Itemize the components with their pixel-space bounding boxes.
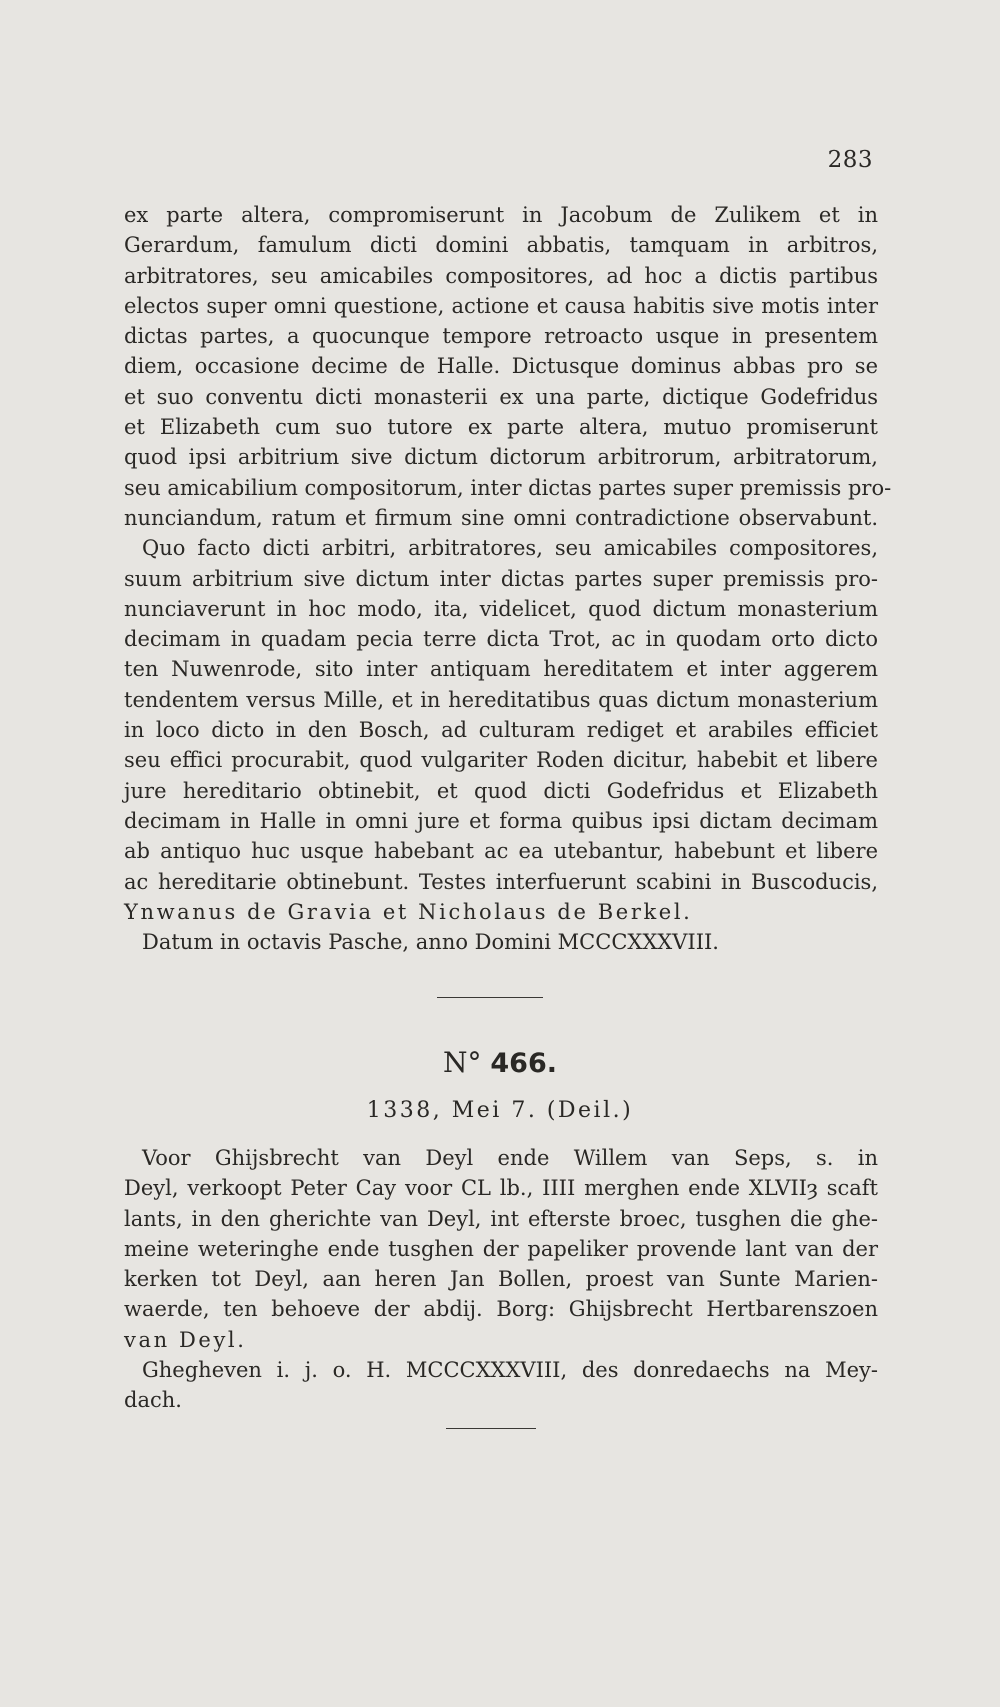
section-divider	[437, 997, 543, 998]
text-line: arbitratores, seu amicabiles compositores, ad hoc a dictis partibus	[124, 263, 878, 288]
text-line: Datum in octavis Pasche, anno Domini MCCCXXXVIII.	[142, 930, 719, 955]
number-value: 466.	[490, 1048, 558, 1079]
regest-line: dach.	[124, 1388, 182, 1413]
regest-line: Deyl, verkoopt Peter Cay voor CL lb., IIII merghen ende XLVIIȝ scaft	[124, 1176, 878, 1201]
number-prefix: N°	[442, 1046, 482, 1079]
regest-line: waerde, ten behoeve der abdij. Borg: Ghijsbrecht Hertbarenszoen	[124, 1297, 878, 1322]
text-line: seu amicabilium compositorum, inter dictas partes super premissis pro-	[124, 475, 892, 500]
text-line: jure hereditario obtinebit, et quod dicti Godefridus et Elizabeth	[124, 778, 878, 803]
text-line: Ynwanus de Gravia et Nicholaus de Berkel.	[124, 899, 693, 924]
section-divider	[446, 1428, 536, 1429]
regest-line: lants, in den gherichte van Deyl, int efterste broec, tusghen die ghe-	[124, 1206, 878, 1231]
main-text	[124, 200, 892, 957]
text-line: dictas partes, a quocunque tempore retroacto usque in presentem	[124, 324, 878, 349]
text-line: quod ipsi arbitrium sive dictum dictorum arbitrorum, arbitratorum,	[124, 445, 878, 470]
regest-line: kerken tot Deyl, aan heren Jan Bollen, proest van Sunte Marien-	[124, 1267, 878, 1292]
text-line: electos super omni questione, actione et causa habitis sive motis inter	[124, 293, 878, 318]
regest-text	[124, 1143, 878, 1416]
text-line: nunciandum, ratum et firmum sine omni contradictione observabunt.	[124, 505, 878, 530]
page-number: 283	[827, 147, 873, 173]
text-line: suum arbitrium sive dictum inter dictas partes super premissis pro-	[124, 566, 878, 591]
text-line: in loco dicto in den Bosch, ad culturam rediget et arabiles efficiet	[124, 718, 878, 743]
text-line: ab antiquo huc usque habebant ac ea utebantur, habebunt et libere	[124, 839, 878, 864]
document-date: 1338, Mei 7. (Deil.)	[366, 1098, 634, 1123]
text-line: nunciaverunt in hoc modo, ita, videlicet, quod dictum monasterium	[124, 596, 878, 621]
text-line: Gerardum, famulum dicti domini abbatis, tamquam in arbitros,	[124, 233, 878, 258]
text-line: seu effici procurabit, quod vulgariter Roden dicitur, habebit et libere	[124, 748, 878, 773]
regest-line: van Deyl.	[124, 1327, 247, 1352]
text-line: Quo facto dicti arbitri, arbitratores, seu amicabiles compositores,	[142, 536, 878, 561]
text-line: decimam in quadam pecia terre dicta Trot, ac in quodam orto dicto	[124, 627, 878, 652]
text-line: et suo conventu dicti monasterii ex una parte, dictique Godefridus	[124, 384, 878, 409]
text-line: diem, occasione decime de Halle. Dictusque dominus abbas pro se	[124, 354, 878, 379]
text-line: et Elizabeth cum suo tutore ex parte altera, mutuo promiserunt	[124, 415, 878, 440]
regest-line: Voor Ghijsbrecht van Deyl ende Willem van Seps, s. in	[142, 1146, 878, 1170]
text-line: tendentem versus Mille, et in hereditatibus quas dictum monasterium	[124, 687, 878, 712]
regest-line: meine weteringhe ende tusghen der papeliker provende lant van der	[124, 1236, 878, 1261]
text-line: decimam in Halle in omni jure et forma quibus ipsi dictam decimam	[124, 808, 878, 833]
text-line: ten Nuwenrode, sito inter antiquam hereditatem et inter aggerem	[124, 657, 878, 682]
regest-line: Ghegheven i. j. o. H. MCCCXXXVIII, des donredaechs na Mey-	[142, 1358, 878, 1383]
text-line: ac hereditarie obtinebunt. Testes interfuerunt scabini in Buscoducis,	[124, 869, 878, 894]
document-number	[0, 1046, 1000, 1079]
text-line: ex parte altera, compromiserunt in Jacobum de Zulikem et in	[124, 203, 878, 227]
